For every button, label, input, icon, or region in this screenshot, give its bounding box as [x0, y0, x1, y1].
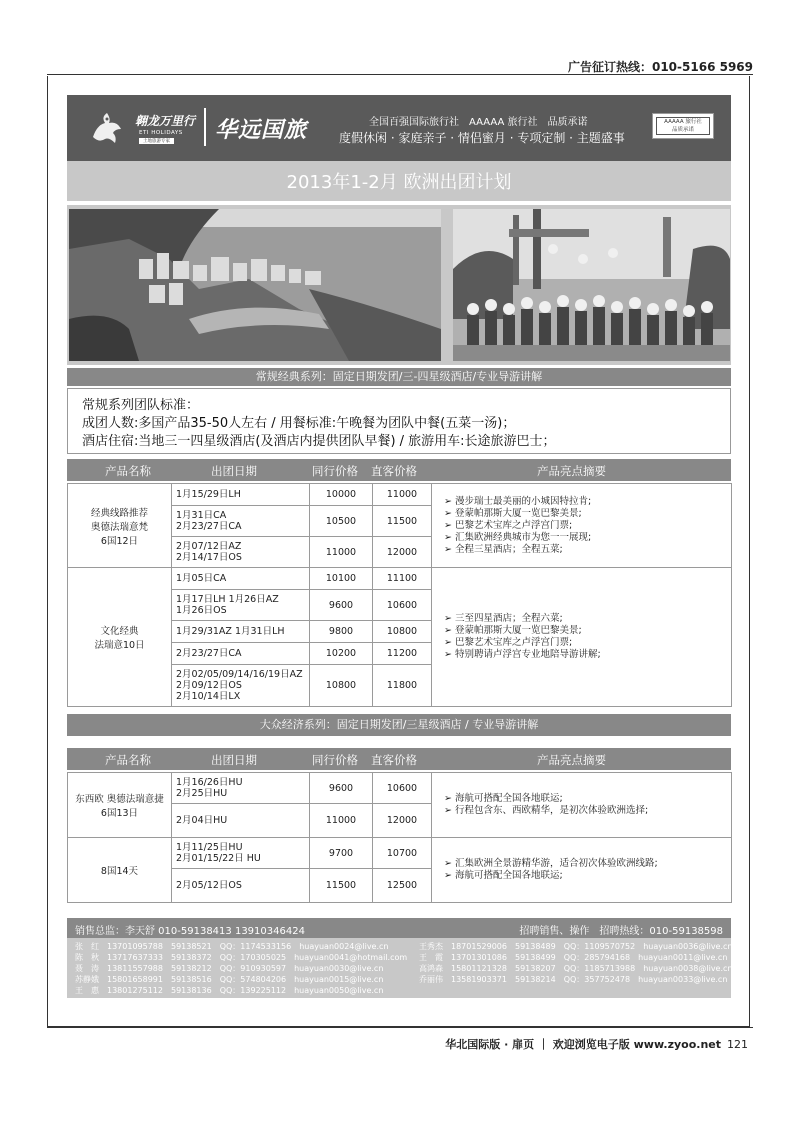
- product-name-line: 6国12日: [100, 535, 139, 547]
- brand-divider: [204, 108, 206, 146]
- peer-price-cell: 11000: [310, 804, 373, 838]
- departure-date-cell: [172, 838, 310, 869]
- series-classic-band: 常规经典系列：固定日期发团/三-四星级酒店/专业导游讲解: [67, 368, 731, 386]
- peer-price-cell: 11500: [310, 869, 373, 903]
- departure-date: 1月15/29日LH: [176, 489, 241, 500]
- highlight-item: ➢ 海航可搭配全国各地联运;: [444, 793, 727, 805]
- peer-price-cell: 10500: [310, 506, 373, 537]
- col-product-name: 产品名称: [105, 464, 151, 478]
- departure-date-cell: [172, 773, 310, 804]
- dragon-mascot-icon: [87, 107, 127, 147]
- direct-price-cell: 11200: [373, 643, 432, 665]
- sales-director: 销售总监：李天舒 010-59138413 13910346424: [75, 926, 305, 937]
- highlights-cell: [432, 838, 732, 903]
- departure-date-cell: [172, 590, 310, 621]
- departure-date-cell: [172, 804, 310, 838]
- highlight-item: ➢ 汇集欧洲经典城市为您一一展现;: [444, 532, 727, 544]
- photo-area: [67, 205, 731, 365]
- brand-eti-english: ETI HOLIDAYS: [139, 130, 183, 136]
- contact-entry: 王 霞 13701301086 59138499 QQ：285794168 huayuan0011@live.cn: [419, 953, 728, 962]
- coastal-town-photo: [69, 209, 441, 361]
- peer-price-cell: 9700: [310, 838, 373, 869]
- title-bar: [67, 161, 731, 201]
- departure-date-cell: [172, 643, 310, 665]
- col-direct-price: 直客价格: [371, 753, 417, 767]
- departure-date-cell: [172, 537, 310, 568]
- col-product-name: 产品名称: [105, 753, 151, 767]
- hiring-hotline: 招聘销售、操作 招聘热线：010-59138598: [519, 926, 723, 937]
- header-services: 度假休闲 · 家庭亲子 · 情侣蜜月 · 专项定制 · 主题盛事: [339, 131, 625, 145]
- highlight-item: ➢ 特别聘请卢浮宫专业地陪导游讲解;: [444, 649, 727, 661]
- departure-date-cell: [172, 621, 310, 643]
- col-highlights: 产品亮点摘要: [537, 753, 606, 767]
- economy-schedule-table: [67, 772, 732, 903]
- series-economy-band: 大众经济系列：固定日期发团/三星级酒店 / 专业导游讲解: [67, 714, 731, 736]
- highlight-item: ➢ 漫步瑞士最美丽的小城因特拉肯;: [444, 496, 727, 508]
- highlight-item: ➢ 三至四星酒店；全程六菜;: [444, 613, 727, 625]
- quality-badge: [652, 113, 714, 139]
- direct-price-cell: 12000: [373, 537, 432, 568]
- contact-entry: 高鸿森 15801121328 59138207 QQ：1185713988 huayuan0038@live.cn: [419, 964, 733, 973]
- header-credentials: 全国百强国际旅行社 AAAAA 旅行社 品质承诺: [369, 117, 588, 128]
- departure-date-cell: [172, 568, 310, 590]
- product-name-line: 8国14天: [100, 866, 139, 877]
- col-peer-price: 同行价格: [312, 753, 358, 767]
- ad-header: [67, 95, 731, 161]
- departure-date: 2月02/05/09/14/16/19日AZ: [176, 669, 303, 680]
- direct-price-cell: 11000: [373, 484, 432, 506]
- ad-hotline: 广告征订热线：010-5166 5969: [567, 60, 753, 74]
- standard-line-1: 成团人数:多国产品35-50人左右 / 用餐标准:午晚餐为团队中餐(五菜一汤)；: [82, 416, 516, 431]
- peer-price-cell: 10000: [310, 484, 373, 506]
- table-row: [68, 484, 732, 506]
- product-name-cell: [68, 773, 172, 838]
- direct-price-cell: 10700: [373, 838, 432, 869]
- brand-eti-name: 翱龙万里行: [135, 114, 196, 128]
- product-name-cell: [68, 568, 172, 707]
- product-name-line: 法瑞意10日: [94, 640, 145, 651]
- direct-price-cell: 11100: [373, 568, 432, 590]
- departure-date: 2月25日HU: [176, 788, 228, 799]
- departure-date: 2月23/27日CA: [176, 521, 242, 532]
- col-departure-date: 出团日期: [211, 753, 257, 767]
- departure-date: 2月23/27日CA: [176, 648, 242, 659]
- highlight-item: ➢ 登蒙帕那斯大厦一览巴黎美景;: [444, 508, 727, 520]
- contact-entry: 陈 秋 13717637333 59138372 QQ：170305025 huayuan0041@hotmail.com: [75, 953, 408, 962]
- footer-text: 华北国际版 · 扉页 ｜ 欢迎浏览电子版 www.zyoo.net: [445, 1038, 721, 1051]
- table-row: [68, 773, 732, 804]
- contact-entry: 苏静娥 15801658991 59138516 QQ：574804206 huayuan0015@live.cn: [75, 975, 384, 984]
- direct-price-cell: 10800: [373, 621, 432, 643]
- badge-line1: AAAAA 旅行社: [664, 119, 702, 125]
- peer-price-cell: 9800: [310, 621, 373, 643]
- col-highlights: 产品亮点摘要: [537, 464, 606, 478]
- col-direct-price: 直客价格: [371, 464, 417, 478]
- direct-price-cell: 10600: [373, 773, 432, 804]
- departure-date: 2月14/17日OS: [176, 552, 242, 563]
- col-departure-date: 出团日期: [211, 464, 257, 478]
- direct-price-cell: 12000: [373, 804, 432, 838]
- page-footer: [445, 1036, 748, 1052]
- highlight-item: ➢ 行程包含东、西欧精华，是初次体验欧洲选择;: [444, 805, 727, 817]
- peer-price-cell: 11000: [310, 537, 373, 568]
- departure-date-cell: [172, 869, 310, 903]
- departure-date-cell: [172, 506, 310, 537]
- highlight-item: ➢ 全程三星酒店；全程五菜;: [444, 544, 727, 556]
- departure-date: 1月05日CA: [176, 573, 227, 584]
- highlight-item: ➢ 巴黎艺术宝库之卢浮宫门票;: [444, 637, 727, 649]
- contact-entry: 聂 涛 13811557988 59138212 QQ：910930597 huayuan0030@live.cn: [75, 964, 384, 973]
- group-children-photo: [453, 209, 730, 361]
- brand-huayuan-name: 华远国旅: [215, 118, 308, 143]
- departure-date: 1月29/31AZ 1月31日LH: [176, 626, 285, 637]
- departure-date: 1月16/26日HU: [176, 777, 243, 788]
- product-name-cell: [68, 484, 172, 568]
- contact-entry: 乔丽伟 13581903371 59138214 QQ：357752478 huayuan0033@live.cn: [419, 975, 728, 984]
- col-peer-price: 同行价格: [312, 464, 358, 478]
- product-name-cell: [68, 838, 172, 903]
- departure-date: 2月10/14日LX: [176, 691, 241, 702]
- product-name-line: 6国13日: [100, 808, 139, 819]
- peer-price-cell: 10800: [310, 665, 373, 707]
- departure-date-cell: [172, 484, 310, 506]
- departure-date-cell: [172, 665, 310, 707]
- direct-price-cell: 10600: [373, 590, 432, 621]
- peer-price-cell: 9600: [310, 773, 373, 804]
- top-divider: [47, 74, 753, 75]
- direct-price-cell: 12500: [373, 869, 432, 903]
- contact-entry: 王秀杰 18701529006 59138489 QQ：1109570752 huayuan0036@live.cn: [419, 942, 733, 951]
- bottom-divider: [47, 1027, 753, 1028]
- highlights-cell: [432, 568, 732, 707]
- highlight-item: ➢ 登蒙帕那斯大厦一览巴黎美景;: [444, 625, 727, 637]
- standard-title: 常规系列团队标准：: [82, 398, 200, 413]
- departure-date: 2月09/12日OS: [176, 680, 242, 691]
- table-row: [68, 568, 732, 590]
- departure-date: 2月04日HU: [176, 815, 228, 826]
- highlights-cell: [432, 484, 732, 568]
- direct-price-cell: 11800: [373, 665, 432, 707]
- peer-price-cell: 10100: [310, 568, 373, 590]
- travel-advertisement: [67, 95, 731, 998]
- table-header-classic: [67, 459, 731, 481]
- product-name-line: 东西欧 奥德法瑞意捷: [75, 794, 164, 805]
- contacts-panel: [67, 938, 731, 998]
- departure-date: 1月26日OS: [176, 605, 227, 616]
- departure-date: 1月11/25日HU: [176, 842, 243, 853]
- page-title: 2013年1-2月 欧洲出团计划: [286, 172, 512, 193]
- product-name-line: 经典线路推荐: [90, 507, 148, 519]
- table-row: [68, 838, 732, 869]
- table-header-economy: [67, 748, 731, 770]
- highlight-item: ➢ 巴黎艺术宝库之卢浮宫门票;: [444, 520, 727, 532]
- highlight-item: ➢ 海航可搭配全国各地联运;: [444, 870, 727, 882]
- highlight-item: ➢ 汇集欧洲全景游精华游，适合初次体验欧洲线路;: [444, 858, 727, 870]
- highlights-cell: [432, 773, 732, 838]
- departure-date: 2月01/15/22日 HU: [176, 853, 261, 864]
- page-number: 121: [727, 1038, 748, 1051]
- badge-line2: 品质承诺: [671, 127, 694, 133]
- departure-date: 2月05/12日OS: [176, 880, 242, 891]
- direct-price-cell: 11500: [373, 506, 432, 537]
- contact-entry: 张 红 13701095788 59138521 QQ：1174533156 huayuan0024@live.cn: [75, 942, 389, 951]
- brand-eti-tagline: 土地旅游专家: [139, 138, 174, 144]
- group-standard-box: [67, 388, 731, 454]
- departure-date: 1月31日CA: [176, 510, 227, 521]
- classic-schedule-table: [67, 483, 732, 707]
- product-name-line: 奥德法瑞意梵: [90, 521, 148, 533]
- departure-date: 2月07/12日AZ: [176, 541, 242, 552]
- peer-price-cell: 10200: [310, 643, 373, 665]
- standard-line-2: 酒店住宿:当地三一四星级酒店(及酒店内提供团队早餐) / 旅游用车:长途旅游巴士；: [82, 434, 556, 449]
- contact-entry: 王 惠 13801275112 59138136 QQ：139225112 huayuan0050@live.cn: [75, 986, 384, 995]
- product-name-line: 文化经典: [100, 626, 139, 637]
- departure-date: 1月17日LH 1月26日AZ: [176, 594, 279, 605]
- sales-footer: [67, 918, 731, 938]
- peer-price-cell: 9600: [310, 590, 373, 621]
